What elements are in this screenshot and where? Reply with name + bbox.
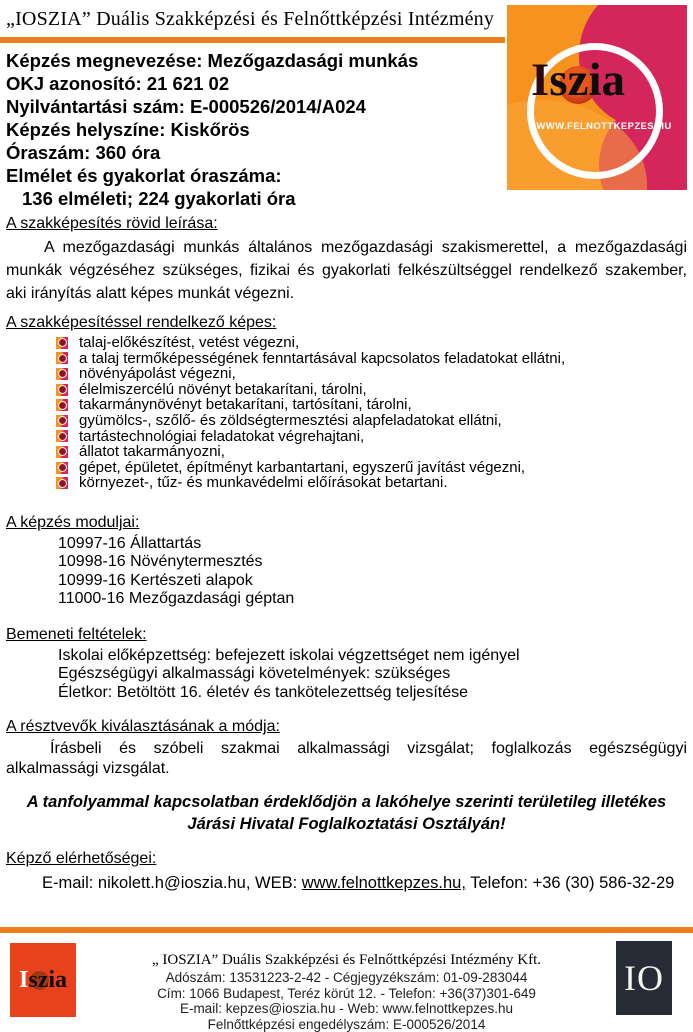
list-item-text: tartástechnológiai feladatokat végrehajtani,	[79, 429, 364, 445]
modules-heading: A képzés moduljai:	[6, 513, 687, 533]
ioszia-logo	[507, 5, 687, 190]
footer-company-info	[110, 952, 583, 1032]
ioszia-bullet-icon	[56, 384, 68, 396]
list-item	[56, 335, 687, 351]
footer-logo-letter-i: I	[19, 967, 28, 993]
list-item	[56, 460, 687, 476]
logo-letters-szia: szia	[549, 54, 625, 106]
list-item-text: takarmánynövényt betakarítani, tartósítani, tárolni,	[79, 397, 412, 413]
location-line: Képzés helyszíne: Kiskőrös	[6, 118, 687, 141]
contact-heading: Képző elérhetőségei:	[6, 849, 687, 869]
modules-list	[6, 535, 687, 609]
competences-list	[6, 335, 687, 491]
list-item	[56, 382, 687, 398]
ioszia-footer-logo	[10, 943, 76, 1017]
module-item: 10997-16 Állattartás	[58, 535, 687, 554]
ioszia-bullet-icon	[56, 337, 68, 349]
list-item-text: élelmiszercélú növényt betakarítani, tárolni,	[79, 382, 367, 398]
footer-address-line: Cím: 1066 Budapest, Teréz körút 12. - Telefon: +36(37)301-649	[110, 986, 583, 1002]
selection-heading: A résztvevők kiválasztásának a módja:	[6, 717, 687, 737]
title-divider	[0, 37, 505, 43]
list-item	[56, 475, 687, 491]
list-item	[56, 429, 687, 445]
footer-email-web-line: E-mail: kepzes@ioszia.hu - Web: www.felnottkepzes.hu	[110, 1001, 583, 1017]
list-item-text: a talaj termőképességének fenntartásával kapcsolatos feladatokat ellátni,	[79, 351, 565, 367]
notice-text: A tanfolyammal kapcsolatban érdeklődjön a lakóhelye szerinti területileg illetékes Járási Hivatal Foglalkoztatási Osztályán!	[11, 791, 683, 835]
header	[0, 0, 693, 210]
ioszia-bullet-icon	[56, 368, 68, 380]
module-item: 10999-16 Kertészeti alapok	[58, 572, 687, 591]
requirements-list	[6, 647, 687, 703]
ioszia-bullet-icon	[56, 462, 68, 474]
ioszia-bullet-icon	[56, 477, 68, 489]
main-content	[0, 214, 693, 894]
footer-company-name: „ IOSZIA” Duális Szakképzési és Felnőttképzési Intézmény Kft.	[110, 952, 583, 969]
contact-suffix: Telefon: +36 (30) 586-32-29	[466, 874, 674, 892]
ioszia-bullet-icon	[56, 415, 68, 427]
list-item-text: talaj-előkészítést, vetést végezni,	[79, 335, 299, 351]
institution-title: „IOSZIA” Duális Szakképzési és Felnőttképzési Intézmény	[6, 8, 687, 31]
footer-logo-wordmark	[19, 967, 67, 993]
okj-id-line: OKJ azonosító: 21 621 02	[6, 72, 687, 95]
list-item	[56, 397, 687, 413]
contact-prefix: E-mail: nikolett.h@ioszia.hu, WEB:	[42, 874, 302, 892]
io-dark-logo	[616, 941, 672, 1015]
io-logo-text: IO	[624, 957, 664, 999]
list-item-text: növényápolást végezni,	[79, 366, 236, 382]
contact-line	[6, 872, 687, 894]
requirement-item: Életkor: Betöltött 16. életév és tankötelezettség teljesítése	[58, 684, 687, 703]
list-item	[56, 351, 687, 367]
footer-license-line: Felnőttképzési engedélyszám: E-000526/2014	[110, 1017, 583, 1032]
footer-divider	[0, 927, 693, 933]
list-item-text: gépet, épületet, építményt karbantartani, egyszerű javítást végezni,	[79, 460, 525, 476]
theory-practice-hours-line: 136 elméleti; 224 gyakorlati óra	[6, 187, 687, 210]
ioszia-bullet-icon	[56, 446, 68, 458]
hours-line: Óraszám: 360 óra	[6, 141, 687, 164]
list-item	[56, 366, 687, 382]
ioszia-bullet-icon	[56, 352, 68, 364]
list-item-text: környezet-, tűz- és munkavédelmi előírásokat betartani.	[79, 475, 448, 491]
list-item	[56, 444, 687, 460]
logo-wordmark	[531, 55, 625, 105]
registration-number-line: Nyilvántartási szám: E-000526/2014/A024	[6, 95, 687, 118]
module-item: 10998-16 Növénytermesztés	[58, 553, 687, 572]
ioszia-bullet-icon	[56, 399, 68, 411]
list-item-text: állatot takarmányozni,	[79, 444, 225, 460]
list-item	[56, 413, 687, 429]
course-name-line: Képzés megnevezése: Mezőgazdasági munkás	[6, 49, 687, 72]
module-item: 11000-16 Mezőgazdasági géptan	[58, 590, 687, 609]
footer-tax-line: Adószám: 13531223-2-42 - Cégjegyzékszám: 01-09-283044	[110, 970, 583, 986]
description-heading: A szakképesítés rövid leírása:	[6, 214, 687, 234]
logo-letter-i: I	[531, 54, 549, 106]
requirement-item: Egészségügyi alkalmassági követelmények: szükséges	[58, 665, 687, 684]
selection-paragraph: Írásbeli és szóbeli szakmai alkalmassági vizsgálat; foglalkozás egészségügyi alkalmassági vizsgálat.	[6, 739, 687, 779]
competences-heading: A szakképesítéssel rendelkező képes:	[6, 313, 687, 333]
logo-url-text: WWW.FELNOTTKEPZES.HU	[529, 121, 679, 132]
contact-web-link[interactable]: www.felnottkepzes.hu,	[302, 874, 466, 892]
requirement-item: Iskolai előképzettség: befejezett iskolai végzettséget nem igényel	[58, 647, 687, 666]
description-paragraph: A mezőgazdasági munkás általános mezőgazdasági szakismerettel, a mezőgazdasági munkák végzéséhez szükséges, fizikai és gyakorlati felkészültséggel rendelkező szakember, aki irányítás alatt képes munkát végezni.	[6, 236, 687, 305]
footer-logo-letters-szia: szia	[28, 967, 67, 993]
ioszia-bullet-icon	[56, 430, 68, 442]
theory-practice-label-line: Elmélet és gyakorlat óraszáma:	[6, 164, 687, 187]
requirements-heading: Bemeneti feltételek:	[6, 625, 687, 645]
list-item-text: gyümölcs-, szőlő- és zöldségtermesztési alapfeladatokat ellátni,	[79, 413, 502, 429]
